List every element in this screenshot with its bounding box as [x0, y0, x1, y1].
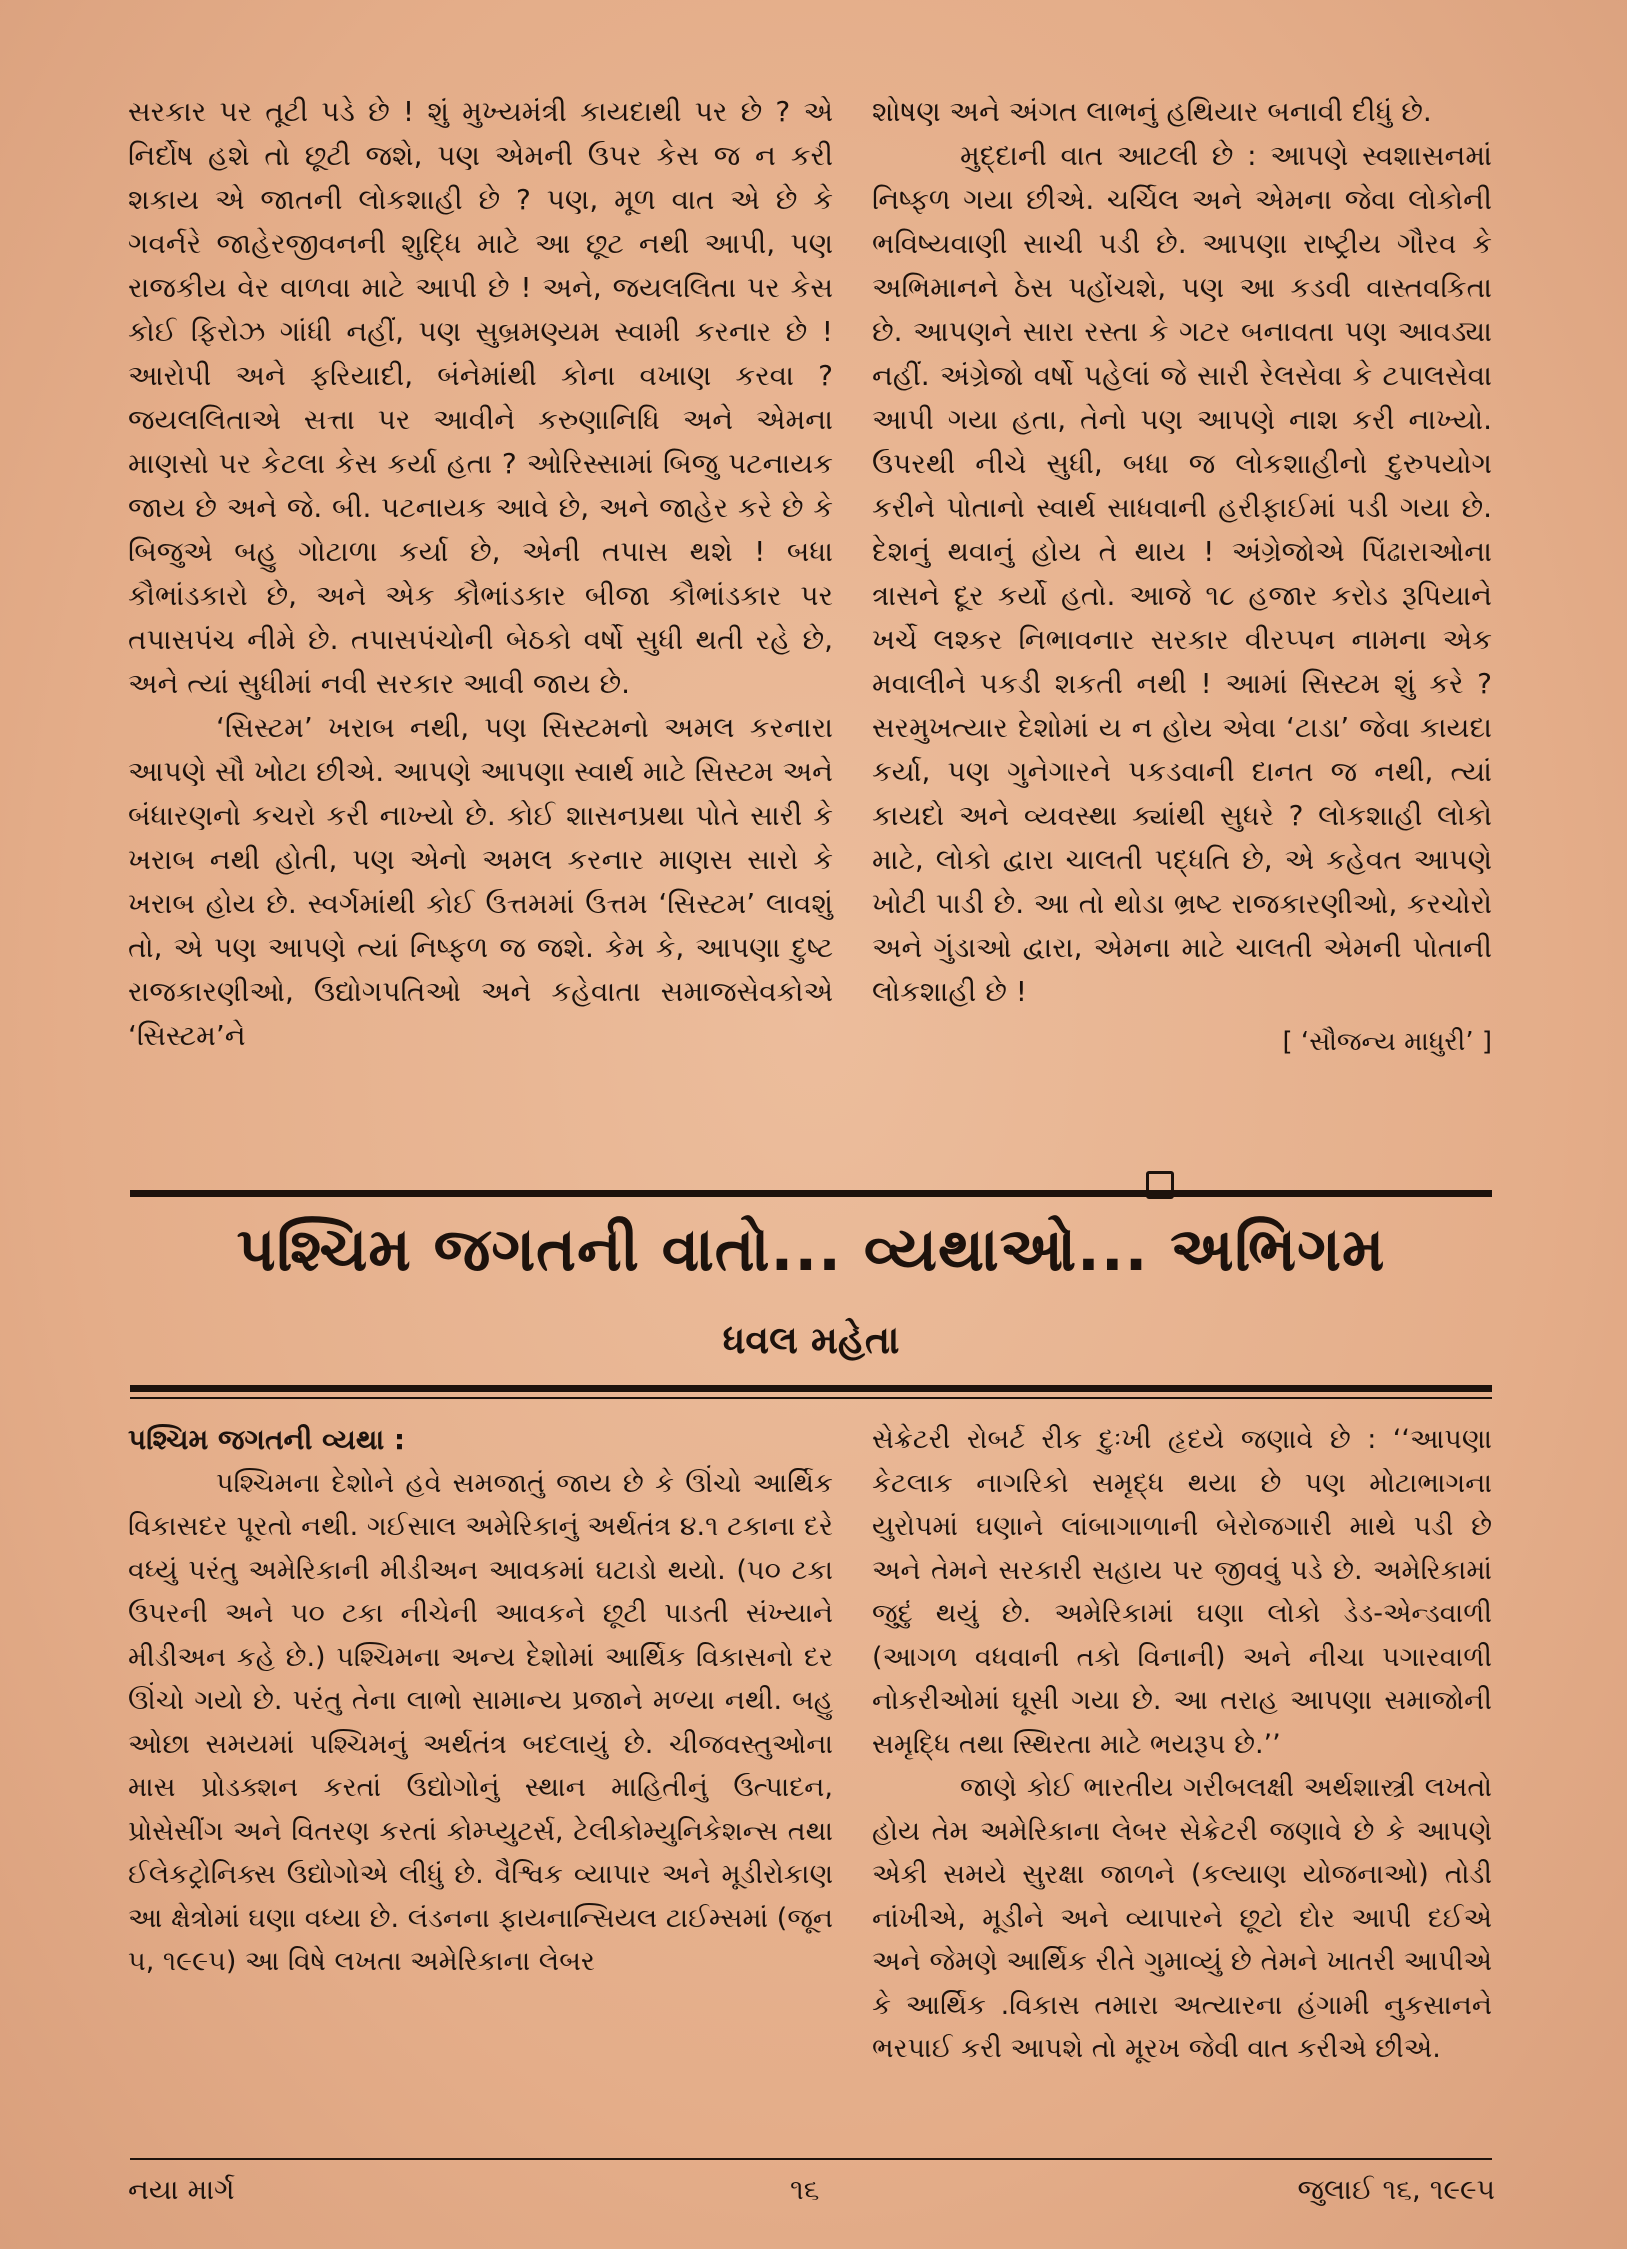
paragraph: ‘સિસ્ટમ’ ખરાબ નથી, પણ સિસ્ટમનો અમલ કરનારા આપણે સૌ ખોટા છીએ. આપણે આપણા સ્વાર્થ માટે સિસ્ટમ અને બંધારણનો કચરો કરી નાખ્યો છે. કોઈ શાસનપ્રથા પોતે સારી કે ખરાબ નથી હોતી, પણ એનો અમલ કરનાર માણસ સારો કે ખરાબ હોય છે. સ્વર્ગમાંથી કોઈ ઉત્તમમાં ઉત્તમ ‘સિસ્ટમ’ લાવશું તો, એ પણ આપણે ત્યાં નિષ્ફળ જ જશે. કેમ કે, આપણા દુષ્ટ રાજકારણીઓ, ઉદ્યોગપતિઓ અને કહેવાતા સમાજસેવકોએ ‘સિસ્ટમ’ને — [128, 711, 833, 1052]
article-byline: ધવલ મહેતા — [722, 1318, 900, 1362]
previous-article-left-column — [128, 90, 833, 1058]
previous-article-right-column — [872, 90, 1492, 1064]
paragraph: પશ્ચિમના દેશોને હવે સમજાતું જાય છે કે ઊંચો આર્થિક વિકાસદર પૂરતો નથી. ગઈસાલ અમેરિકાનું અર્થતંત્ર ૪.૧ ટકાના દરે વધ્યું પરંતુ અમેરિકાની મીડીઅન આવકમાં ઘટાડો થયો. (૫૦ ટકા ઉપરની અને ૫૦ ટકા નીચેની આવકને છૂટી પાડતી સંખ્યાને મીડીઅન કહે છે.) પશ્ચિમના અન્ય દેશોમાં આર્થિક વિકાસનો દર ઊંચો ગયો છે. પરંતુ તેના લાભો સામાન્ય પ્રજાને મળ્યા નથી. બહુ ઓછા સમયમાં પશ્ચિમનું અર્થતંત્ર બદલાયું છે. ચીજવસ્તુઓના માસ પ્રોડક્શન કરતાં ઉદ્યોગોનું સ્થાન માહિતીનું ઉત્પાદન, પ્રોસેસીંગ અને વિતરણ કરતાં કોમ્પ્યુટર્સ, ટેલીકોમ્યુનિકેશન્સ તથા ઈલેકટ્રોનિક્સ ઉદ્યોગોએ લીધું છે. વૈશ્વિક વ્યાપાર અને મૂડીરોકાણ આ ક્ષેત્રોમાં ઘણા વધ્યા છે. લંડનના ફાયનાન્સિયલ ટાઈમ્સમાં (જૂન ૫, ૧૯૯૫) આ વિષે લખતા અમેરિકાના લેબર — [128, 1467, 833, 1977]
paragraph: સરકાર પર તૂટી પડે છે ! શું મુખ્યમંત્રી કાયદાથી પર છે ? એ નિર્દોષ હશે તો છૂટી જશે, પણ એમની ઉપર કેસ જ ન કરી શકાય એ જાતની લોકશાહી છે ? પણ, મૂળ વાત એ છે કે ગવર્નરે જાહેરજીવનની શુદ્ધિ માટે આ છૂટ નથી આપી, પણ રાજકીય વેર વાળવા માટે આપી છે ! અને, જયલલિતા પર કેસ કોઈ ફિરોઝ ગાંધી નહીં, પણ સુબ્રમણ્યમ સ્વામી કરનાર છે ! આરોપી અને ફરિયાદી, બંનેમાંથી કોના વખાણ કરવા ? જયલલિતાએ સત્તા પર આવીને કરુણાનિધિ અને એમના માણસો પર કેટલા કેસ કર્યા હતા ? ઓરિસ્સામાં બિજુ પટનાયક જાય છે અને જે. બી. પટનાયક આવે છે, અને જાહેર કરે છે કે બિજુએ બહુ ગોટાળા કર્યા છે, એની તપાસ થશે ! બધા કૌભાંડકારો છે, અને એક કૌભાંડકાર બીજા કૌભાંડકાર પર તપાસપંચ નીમે છે. તપાસપંચોની બેઠકો વર્ષો સુધી થતી રહે છે, અને ત્યાં સુધીમાં નવી સરકાર આવી જાય છે. — [128, 95, 833, 700]
footer-rule — [130, 2158, 1492, 2160]
article-headline: પશ્ચિમ જગતની વાતો... વ્યથાઓ... અભિગમ — [236, 1215, 1386, 1285]
paragraph: મુદ્દાની વાત આટલી છે : આપણે સ્વશાસનમાં નિષ્ફળ ગયા છીએ. ચર્ચિલ અને એમના જેવા લોકોની ભવિષ્યવાણી સાચી પડી છે. આપણા રાષ્ટ્રીય ગૌરવ કે અભિમાનને ઠેસ પહોંચશે, પણ આ કડવી વાસ્તવકિતા છે. આપણને સારા રસ્તા કે ગટર બનાવતા પણ આવડ્યા નહીં. અંગ્રેજો વર્ષો પહેલાં જે સારી રેલસેવા કે ટપાલસેવા આપી ગયા હતા, તેનો પણ આપણે નાશ કરી નાખ્યો. ઉપરથી નીચે સુધી, બધા જ લોકશાહીનો દુરુપયોગ કરીને પોતાનો સ્વાર્થ સાધવાની હરીફાઈમાં પડી ગયા છે. દેશનું થવાનું હોય તે થાય ! અંગ્રેજોએ પિંઢારાઓના ત્રાસને દૂર કર્યો હતો. આજે ૧૮ હજાર કરોડ રૂપિયાને ખર્ચે લશ્કર નિભાવનાર સરકાર વીરપ્પન નામના એક મવાલીને પકડી શકતી નથી ! આમાં સિસ્ટમ શું કરે ? સરમુખત્યાર દેશોમાં ય ન હોય એવા ‘ટાડા’ જેવા કાયદા કર્યા, પણ ગુનેગારને પકડવાની દાનત જ નથી, ત્યાં કાયદો અને વ્યવસ્થા ક્યાંથી સુધરે ? લોકશાહી લોકો માટે, લોકો દ્વારા ચાલતી પદ્ધતિ છે, એ કહેવત આપણે ખોટી પાડી છે. આ તો થોડા ભ્રષ્ટ રાજકારણીઓ, કરચોરો અને ગુંડાઓ દ્વારા, એમના માટે ચાલતી એમની પોતાની લોકશાહી છે ! — [872, 139, 1492, 1008]
section-divider — [130, 1190, 1492, 1197]
page-number: ૧૬ — [790, 2173, 820, 2206]
source-credit: [ ‘સૌજન્ય માધુરી’ ] — [1282, 1027, 1492, 1057]
paragraph: જાણે કોઈ ભારતીય ગરીબલક્ષી અર્થશાસ્ત્રી લખતો હોય તેમ અમેરિકાના લેબર સેક્રેટરી જણાવે છે કે આપણે એકી સમયે સુરક્ષા જાળને (કલ્યાણ યોજનાઓ) તોડી નાંખીએ, મૂડીને અને વ્યાપારને છૂટો દોર આપી દઈએ અને જેમણે આર્થિક રીતે ગુમાવ્યું છે તેમને ખાતરી આપીએ કે આર્થિક .વિકાસ તમારા અત્યારના હંગામી નુકસાનને ભરપાઈ કરી આપશે તો મૂરખ જેવી વાત કરીએ છીએ. — [872, 1772, 1492, 2064]
article-right-column — [872, 1418, 1492, 2071]
publication-name: નયા માર્ગ — [128, 2173, 235, 2206]
section-heading: પશ્ચિમ જગતની વ્યથા : — [128, 1423, 406, 1456]
article-left-column — [128, 1418, 833, 1984]
headline-divider — [130, 1385, 1492, 1392]
paragraph: શોષણ અને અંગત લાભનું હથિયાર બનાવી દીધું છે. — [872, 95, 1432, 128]
paragraph: સેક્રેટરી રોબર્ટ રીક દુઃખી હૃદયે જણાવે છે : ‘‘આપણા કેટલાક નાગરિકો સમૃદ્ધ થયા છે પણ મોટાભાગના યુરોપમાં ઘણાને લાંબાગાળાની બેરોજગારી માથે પડી છે અને તેમને સરકારી સહાય પર જીવવું પડે છે. અમેરિકામાં જુદું થયું છે. અમેરિકામાં ઘણા લોકો ડેડ-એન્ડવાળી (આગળ વધવાની તકો વિનાની) અને નીચા પગારવાળી નોકરીઓમાં ઘૂસી ગયા છે. આ તરાહ આપણા સમાજોની સમૃદ્ધિ તથા સ્થિરતા માટે ભયરૂપ છે.’’ — [872, 1424, 1492, 1760]
headline-divider-thin — [130, 1397, 1492, 1399]
issue-date: જુલાઈ ૧૬, ૧૯૯૫ — [1297, 2173, 1495, 2206]
